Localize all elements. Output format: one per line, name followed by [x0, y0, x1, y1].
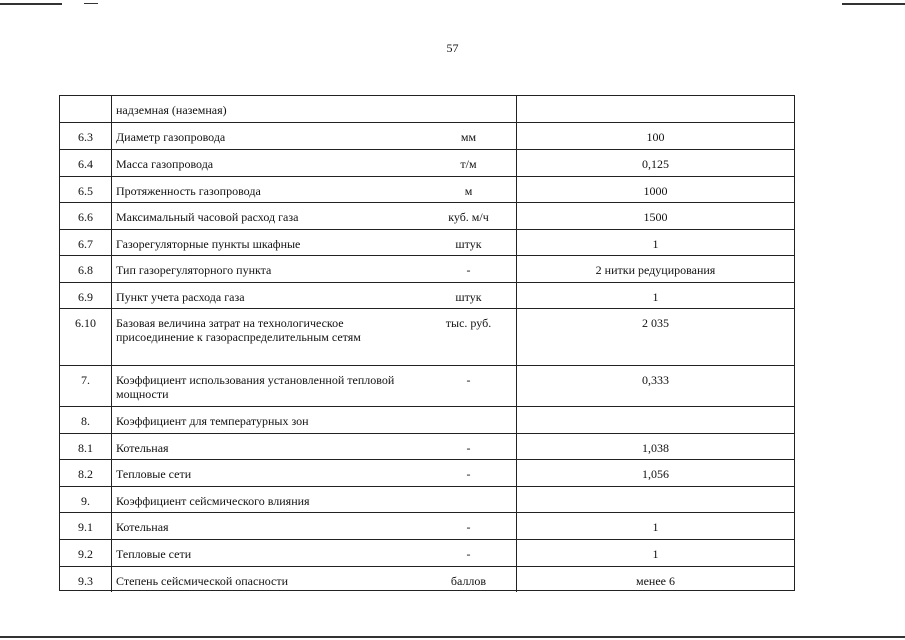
table-row	[60, 308, 794, 366]
parameter-value: 2 035	[642, 316, 669, 330]
table-row	[60, 365, 794, 407]
table-row	[60, 406, 794, 434]
row-number: 8.	[60, 407, 112, 434]
unit-of-measure: -	[421, 540, 517, 567]
parameter-value: 1	[652, 547, 659, 561]
row-number	[60, 96, 112, 122]
unit-of-measure: -	[421, 366, 517, 407]
parameter-name: Пункт учета расхода газа	[116, 290, 245, 304]
row-number: 6.8	[60, 256, 112, 283]
parameter-name: Максимальный часовой расход газа	[116, 210, 299, 224]
parameter-name: Газорегуляторные пункты шкафные	[116, 237, 301, 251]
parameter-value: 1	[652, 237, 659, 251]
parameter-name: Тип газорегуляторного пункта	[116, 263, 272, 277]
row-number: 6.5	[60, 177, 112, 203]
parameter-name: Котельная	[116, 441, 169, 455]
parameter-value: 1,038	[642, 441, 669, 455]
parameter-value: 100	[646, 130, 665, 144]
table-row	[60, 539, 794, 567]
unit-of-measure	[421, 407, 517, 434]
table-row	[60, 255, 794, 283]
parameter-value	[517, 487, 794, 513]
unit-of-measure: штук	[421, 283, 517, 309]
unit-of-measure: баллов	[421, 567, 517, 592]
row-number: 6.9	[60, 283, 112, 309]
unit-of-measure: т/м	[421, 150, 517, 177]
table-row	[60, 176, 794, 203]
parameter-name: надземная (наземная)	[116, 103, 227, 117]
unit-of-measure: куб. м/ч	[421, 203, 517, 230]
unit-of-measure: м	[421, 177, 517, 203]
row-number: 9.1	[60, 513, 112, 540]
table-row	[60, 512, 794, 540]
parameter-value: 1500	[643, 210, 668, 224]
parameter-name: Степень сейсмической опасности	[116, 574, 289, 588]
row-number: 6.7	[60, 230, 112, 256]
table-row	[60, 566, 794, 592]
parameter-name: Масса газопровода	[116, 157, 214, 171]
table-row	[60, 229, 794, 256]
parameter-value: менее 6	[636, 574, 675, 588]
table-row	[60, 433, 794, 460]
parameter-name: Диаметр газопровода	[116, 130, 226, 144]
parameter-value: 0,333	[642, 373, 669, 387]
parameter-name: Тепловые сети	[116, 547, 192, 561]
unit-of-measure: -	[421, 256, 517, 283]
row-number: 9.3	[60, 567, 112, 592]
parameter-value: 1	[652, 290, 659, 304]
table-row	[60, 459, 794, 487]
scan-edge-mark	[0, 636, 905, 638]
table-row	[60, 149, 794, 177]
row-number: 8.1	[60, 434, 112, 460]
table-row	[60, 202, 794, 230]
unit-of-measure: -	[421, 434, 517, 460]
parameter-value: 0,125	[642, 157, 669, 171]
parameter-value: 1,056	[642, 467, 669, 481]
unit-of-measure: -	[421, 460, 517, 487]
table-row	[60, 122, 794, 150]
scan-edge-mark	[842, 3, 905, 5]
parameter-name: Протяженность газопровода	[116, 184, 261, 198]
unit-of-measure: штук	[421, 230, 517, 256]
row-number: 9.2	[60, 540, 112, 567]
row-number: 9.	[60, 487, 112, 513]
row-number: 6.10	[60, 309, 112, 366]
parameter-value: 1	[652, 520, 659, 534]
scan-edge-mark	[84, 3, 98, 4]
unit-of-measure	[421, 96, 517, 122]
row-number: 8.2	[60, 460, 112, 487]
table-row	[60, 96, 794, 122]
table-row	[60, 486, 794, 513]
parameter-value: 1000	[643, 184, 668, 198]
scan-edge-mark	[0, 3, 62, 5]
unit-of-measure: -	[421, 513, 517, 540]
parameter-value: 2 нитки редуцирования	[595, 263, 716, 277]
parameter-name: Базовая величина затрат на технологическое присоединение к газораспределительным сетям	[116, 316, 361, 344]
table-row	[60, 282, 794, 309]
row-number: 6.6	[60, 203, 112, 230]
row-number: 6.4	[60, 150, 112, 177]
row-number: 6.3	[60, 123, 112, 150]
parameter-value	[517, 96, 794, 122]
parameter-name: Котельная	[116, 520, 169, 534]
parameter-name: Тепловые сети	[116, 467, 192, 481]
unit-of-measure: мм	[421, 123, 517, 150]
parameter-name: Коэффициент использования установленной тепловой мощности	[116, 373, 395, 401]
unit-of-measure: тыс. руб.	[421, 309, 517, 366]
page-number: 57	[446, 41, 459, 55]
parameter-name: Коэффициент для температурных зон	[116, 414, 309, 428]
parameters-table	[59, 95, 795, 591]
parameter-value	[517, 407, 794, 434]
unit-of-measure	[421, 487, 517, 513]
row-number: 7.	[60, 366, 112, 407]
parameter-name: Коэффициент сейсмического влияния	[116, 494, 310, 508]
